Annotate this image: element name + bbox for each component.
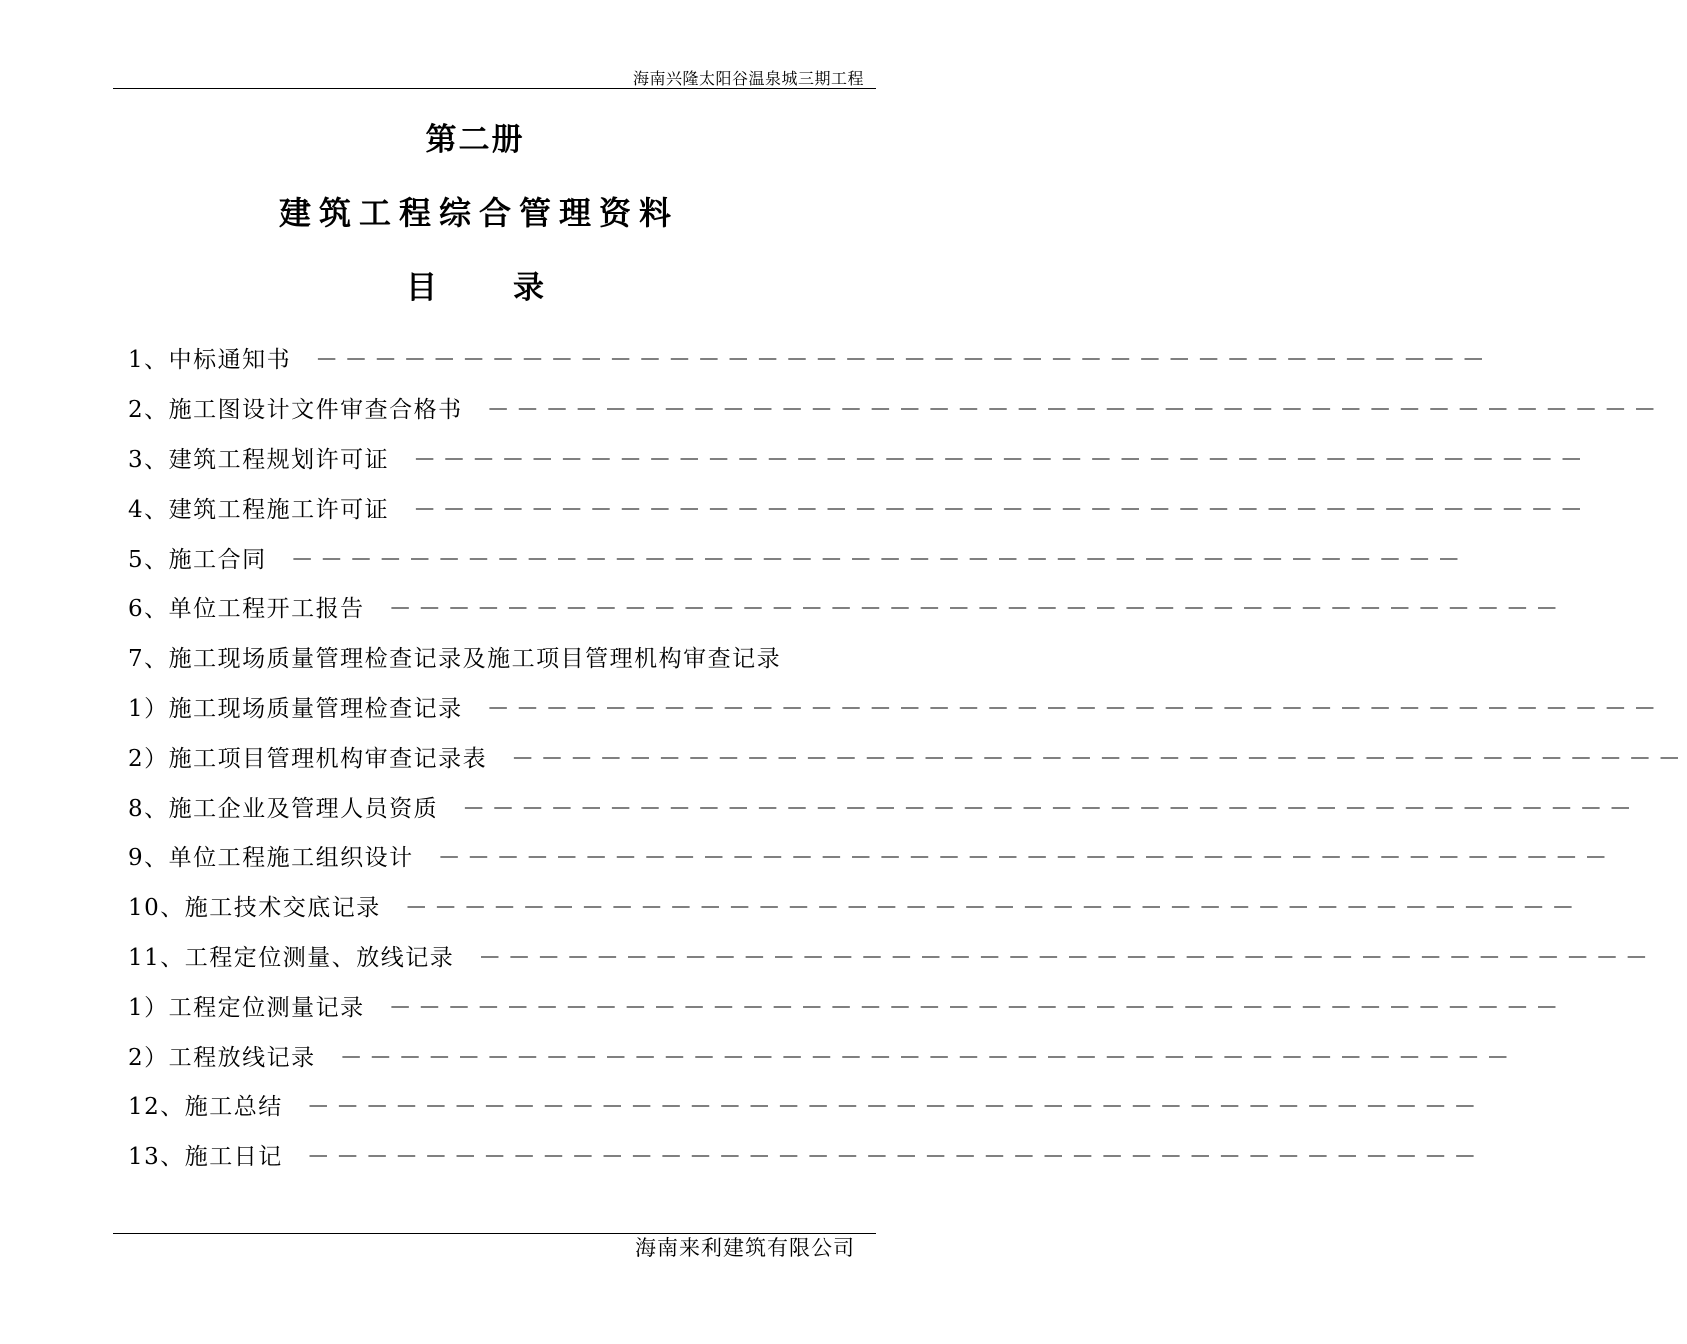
header-divider xyxy=(113,88,876,89)
toc-entry-label: 5、施工合同 xyxy=(128,546,267,573)
toc-dash-leader: －－－－－－－－－－－－－－－－－－－－－－－－－－－－－－－－－－－－－－－－ xyxy=(486,397,1663,424)
toc-entry xyxy=(128,383,1663,433)
toc-dash-leader: －－－－－－－－－－－－－－－－－－－－－－－－－－－－－－－－－－－－－－－－ xyxy=(462,795,1639,822)
toc-entry-label: 2）工程放线记录 xyxy=(128,1044,316,1071)
toc-heading xyxy=(0,262,950,307)
toc-entry xyxy=(128,881,1581,931)
toc-entry xyxy=(128,333,1492,383)
toc-entry xyxy=(128,781,1639,831)
toc-entry xyxy=(128,632,860,682)
toc-entry-label: 8、施工企业及管理人员资质 xyxy=(128,795,439,822)
header-project-name: 海南兴隆太阳谷温泉城三期工程 xyxy=(632,69,864,88)
footer-company-name: 海南来利建筑有限公司 xyxy=(635,1236,855,1260)
toc-dash-leader: －－－－－－－－－－－－－－－－－－－－－－－－－－－－－－－－－－－－－－－－ xyxy=(306,1144,1483,1171)
table-of-contents xyxy=(128,333,1687,1180)
toc-entry-label: 1、中标通知书 xyxy=(128,347,292,374)
toc-entry xyxy=(128,682,1663,732)
toc-dash-leader: －－－－－－－－－－－－－－－－－－－－－－－－－－－－－－－－－－－－－－－－ xyxy=(315,347,1492,374)
toc-entry xyxy=(128,1030,1516,1080)
toc-dash-leader: －－－－－－－－－－－－－－－－－－－－－－－－－－－－－－－－－－－－－－－－ xyxy=(437,845,1614,872)
toc-entry-label: 4、建筑工程施工许可证 xyxy=(128,496,390,523)
toc-entry-label: 12、施工总结 xyxy=(128,1094,283,1121)
toc-entry-label: 2）施工项目管理机构审查记录表 xyxy=(128,745,488,772)
toc-entry xyxy=(128,980,1565,1030)
toc-entry-label: 11、工程定位测量、放线记录 xyxy=(128,944,455,971)
document-subject-title: 建筑工程综合管理资料 xyxy=(278,194,679,232)
toc-dash-leader: －－－－－－－－－－－－－－－－－－－－－－－－－－－－－－－－－－－－－－－－ xyxy=(413,496,1590,523)
toc-entry xyxy=(128,582,1565,632)
toc-entry xyxy=(128,433,1590,483)
toc-entry-label: 13、施工日记 xyxy=(128,1144,283,1171)
toc-dash-leader: －－－－－－－－－－－－－－－－－－－－－－－－－－－－－－－－－－－－－－－－ xyxy=(339,1044,1516,1071)
toc-dash-leader: －－－－－－－－－－－－－－－－－－－－－－－－－－－－－－－－－－－－－－－－ xyxy=(404,895,1581,922)
toc-heading-right: 录 xyxy=(513,270,544,306)
toc-entry xyxy=(128,1130,1483,1180)
toc-dash-leader: －－－－－－－－－－－－－－－－－－－－－－－－－－－－－－－－－－－－－－－－ xyxy=(388,596,1565,623)
toc-entry xyxy=(128,532,1467,582)
toc-dash-leader: －－－－－－－－－－－－－－－－－－－－－－－－－－－－－－－－－－－－－－－－ xyxy=(306,1094,1483,1121)
toc-dash-leader: －－－－－－－－－－－－－－－－－－－－－－－－－－－－－－－－－－－－－－－－ xyxy=(486,695,1663,722)
toc-dash-leader: －－－－－－－－－－－－－－－－－－－－－－－－－－－－－－－－－－－－－－－－ xyxy=(290,546,1467,573)
toc-dash-leader: －－－－－－－－－－－－－－－－－－－－－－－－－－－－－－－－－－－－－－－－ xyxy=(388,994,1565,1021)
volume-title: 第二册 xyxy=(425,122,525,158)
toc-entry-label: 10、施工技术交底记录 xyxy=(128,895,381,922)
toc-dash-leader: －－－－－－－－－－－－－－－－－－－－－－－－－－－－－－－－－－－－－－－－ xyxy=(413,446,1590,473)
toc-entry-label: 1）工程定位测量记录 xyxy=(128,994,365,1021)
toc-entry xyxy=(128,931,1655,981)
toc-dash-leader: －－－－－－－－－－－－－－－－－－－－－－－－－－－－－－－－－－－－－－－－ xyxy=(511,745,1687,772)
toc-entry-label: 2、施工图设计文件审查合格书 xyxy=(128,397,463,424)
toc-entry-label: 6、单位工程开工报告 xyxy=(128,596,365,623)
toc-entry-label: 9、单位工程施工组织设计 xyxy=(128,845,414,872)
toc-entry xyxy=(128,482,1590,532)
toc-entry xyxy=(128,731,1687,781)
toc-heading-left: 目 xyxy=(406,270,437,306)
toc-entry xyxy=(128,1080,1483,1130)
toc-entry xyxy=(128,831,1614,881)
toc-entry-label: 7、施工现场质量管理检查记录及施工项目管理机构审查记录 xyxy=(128,646,782,673)
toc-dash-leader: －－－－－－－－－－－－－－－－－－－－－－－－－－－－－－－－－－－－－－－－ xyxy=(478,944,1655,971)
toc-entry-label: 1）施工现场质量管理检查记录 xyxy=(128,695,463,722)
toc-entry-label: 3、建筑工程规划许可证 xyxy=(128,446,390,473)
